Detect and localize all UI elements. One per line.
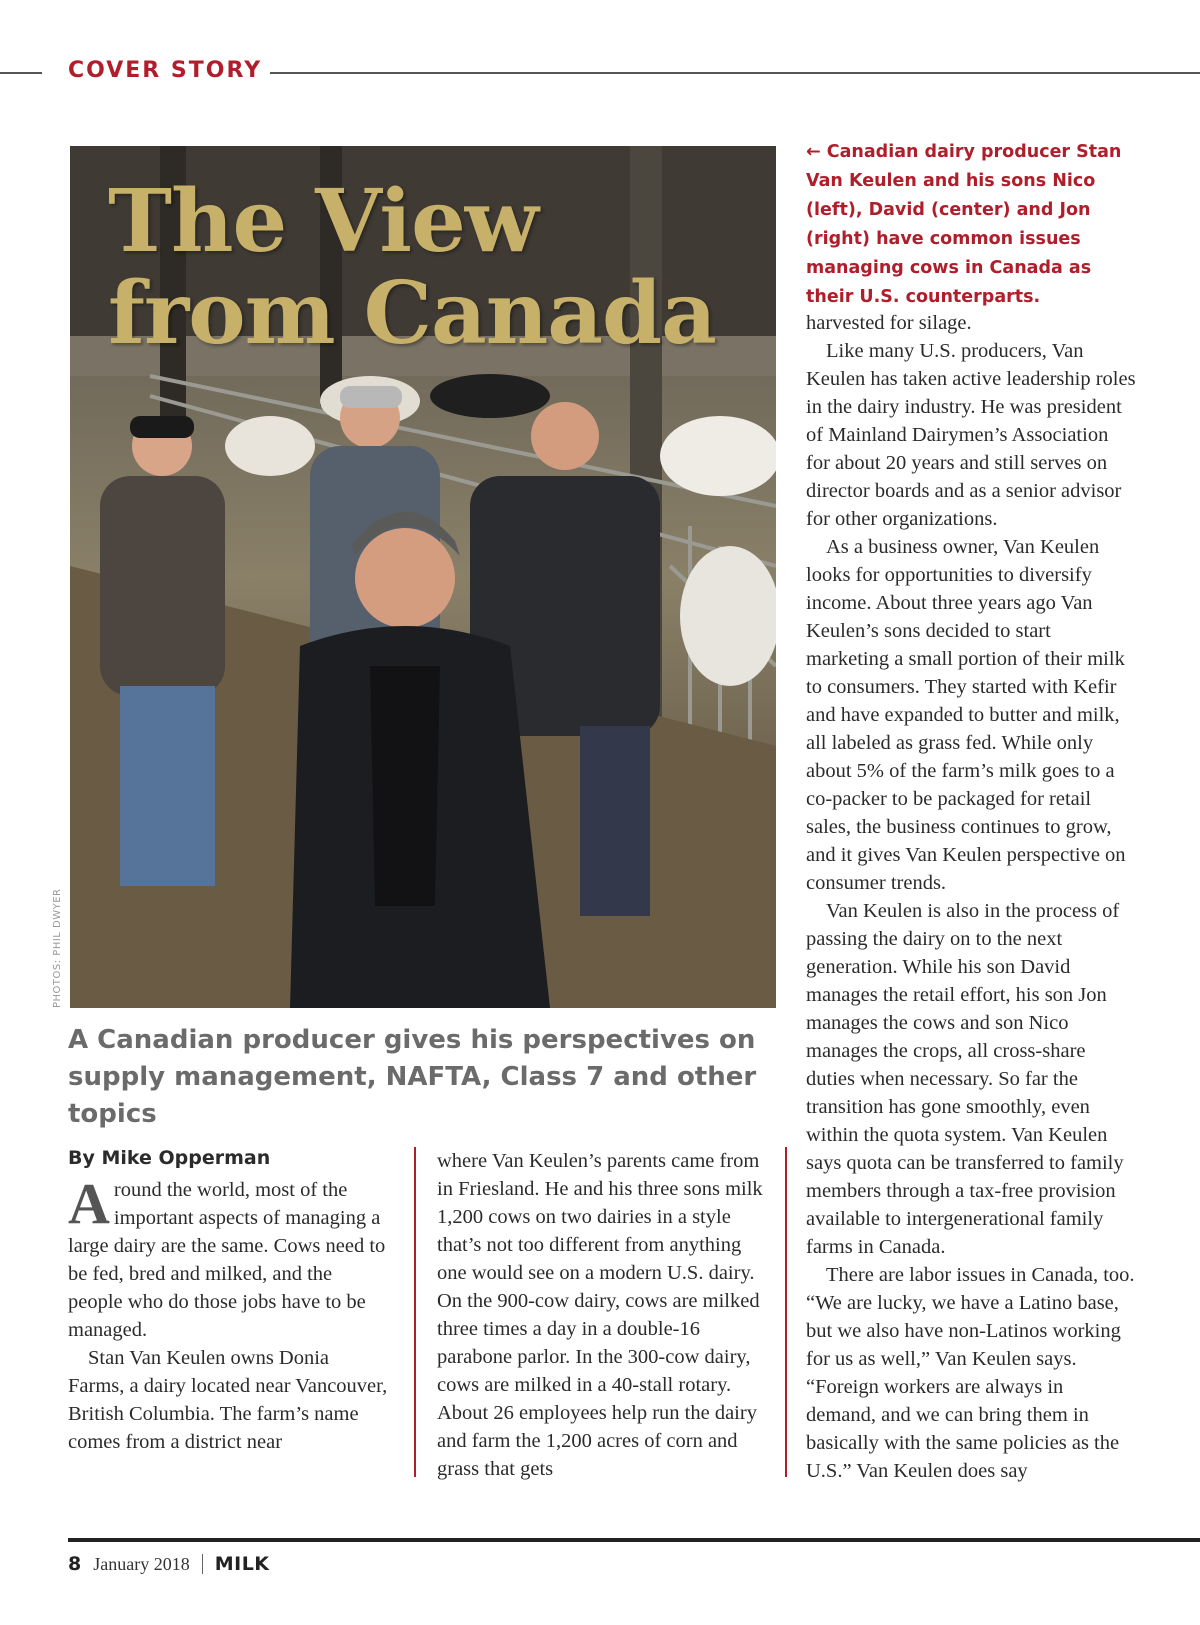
paragraph: Van Keulen is also in the process of passing the dairy on to the next generation. While his son David manages the retail effort, his son Jon manages the cows and son Nico manages the crops, all cross-share duties when necessary. So far the transition has gone smoothly, even within the quota system. Van Keulen says quota can be transferred to family members through a tax-free provision available to intergenerational family farms in Canada. xyxy=(806,900,1124,1258)
article-column-1 xyxy=(68,1171,390,1456)
photo-credit: PHOTOS: PHIL DWYER xyxy=(52,888,63,1008)
page-number: 8 xyxy=(68,1553,82,1575)
paragraph: Around the world, most of the important aspects of managing a large dairy are the same. Cows need to be fed, bred and milked, and the people who do those jobs have to be managed. xyxy=(68,1171,386,1341)
article-column-2 xyxy=(437,1147,763,1483)
cover-photo xyxy=(70,146,776,1008)
paragraph: Like many U.S. producers, Van Keulen has taken active leadership roles in the dairy industry. He was president of Mainland Dairymen’s Association for about 20 years and still serves on director boards and as a senior advisor for other organizations. xyxy=(806,340,1136,530)
footer-separator xyxy=(202,1554,203,1574)
byline: By Mike Opperman xyxy=(68,1147,271,1169)
section-rule-right xyxy=(270,72,1200,74)
headline: The View from Canada xyxy=(108,171,716,364)
drop-cap: A xyxy=(68,1171,110,1236)
issue-date: January 2018 xyxy=(93,1553,190,1574)
paragraph: As a business owner, Van Keulen looks for opportunities to diversify income. About three years ago Van Keulen’s sons decided to start marketing a small portion of their milk to consumers. They started with Kefir and have expanded to butter and milk, all labeled as grass fed. While only about 5% of the farm’s milk goes to a co-packer to be packaged for retail sales, the business continues to grow, and it gives Van Keulen perspective on consumer trends. xyxy=(806,536,1126,894)
section-label: COVER STORY xyxy=(68,58,263,83)
deck-subheadline: A Canadian producer gives his perspectives on supply management, NAFTA, Class 7 and other topics xyxy=(68,1025,757,1129)
column-divider xyxy=(785,1147,787,1477)
paragraph: There are labor issues in Canada, too. “We are lucky, we have a Latino base, but we also have non-Latinos working for us as well,” Van Keulen says. “Foreign workers are always in demand, and we can bring them in basically with the same policies as the U.S.” Van Keulen does say xyxy=(806,1264,1135,1482)
page-footer xyxy=(68,1553,270,1575)
magazine-name: MILK xyxy=(214,1553,270,1575)
footer-rule xyxy=(68,1538,1200,1542)
section-rule-left xyxy=(0,72,42,74)
paragraph: harvested for silage. xyxy=(806,312,972,334)
paragraph: where Van Keulen’s parents came from in Friesland. He and his three sons milk 1,200 cows on two dairies in a style that’s not too different from anything one would see on a modern U.S. dairy. On the 900-cow dairy, cows are milked three times a day in a double-16 parabone parlor. In the 300-cow dairy, cows are milked in a 40-stall rotary. About 26 employees help run the dairy and farm the 1,200 acres of corn and grass that gets xyxy=(437,1150,763,1480)
article-column-3 xyxy=(806,309,1136,1485)
column-divider xyxy=(414,1147,416,1477)
paragraph: Stan Van Keulen owns Donia Farms, a dairy located near Vancouver, British Columbia. The farm’s name comes from a district near xyxy=(68,1347,388,1453)
photo-caption: ← Canadian dairy producer Stan Van Keulen and his sons Nico (left), David (center) and Jon (right) have common issues managing cows in Canada as their U.S. counterparts. xyxy=(806,142,1122,307)
